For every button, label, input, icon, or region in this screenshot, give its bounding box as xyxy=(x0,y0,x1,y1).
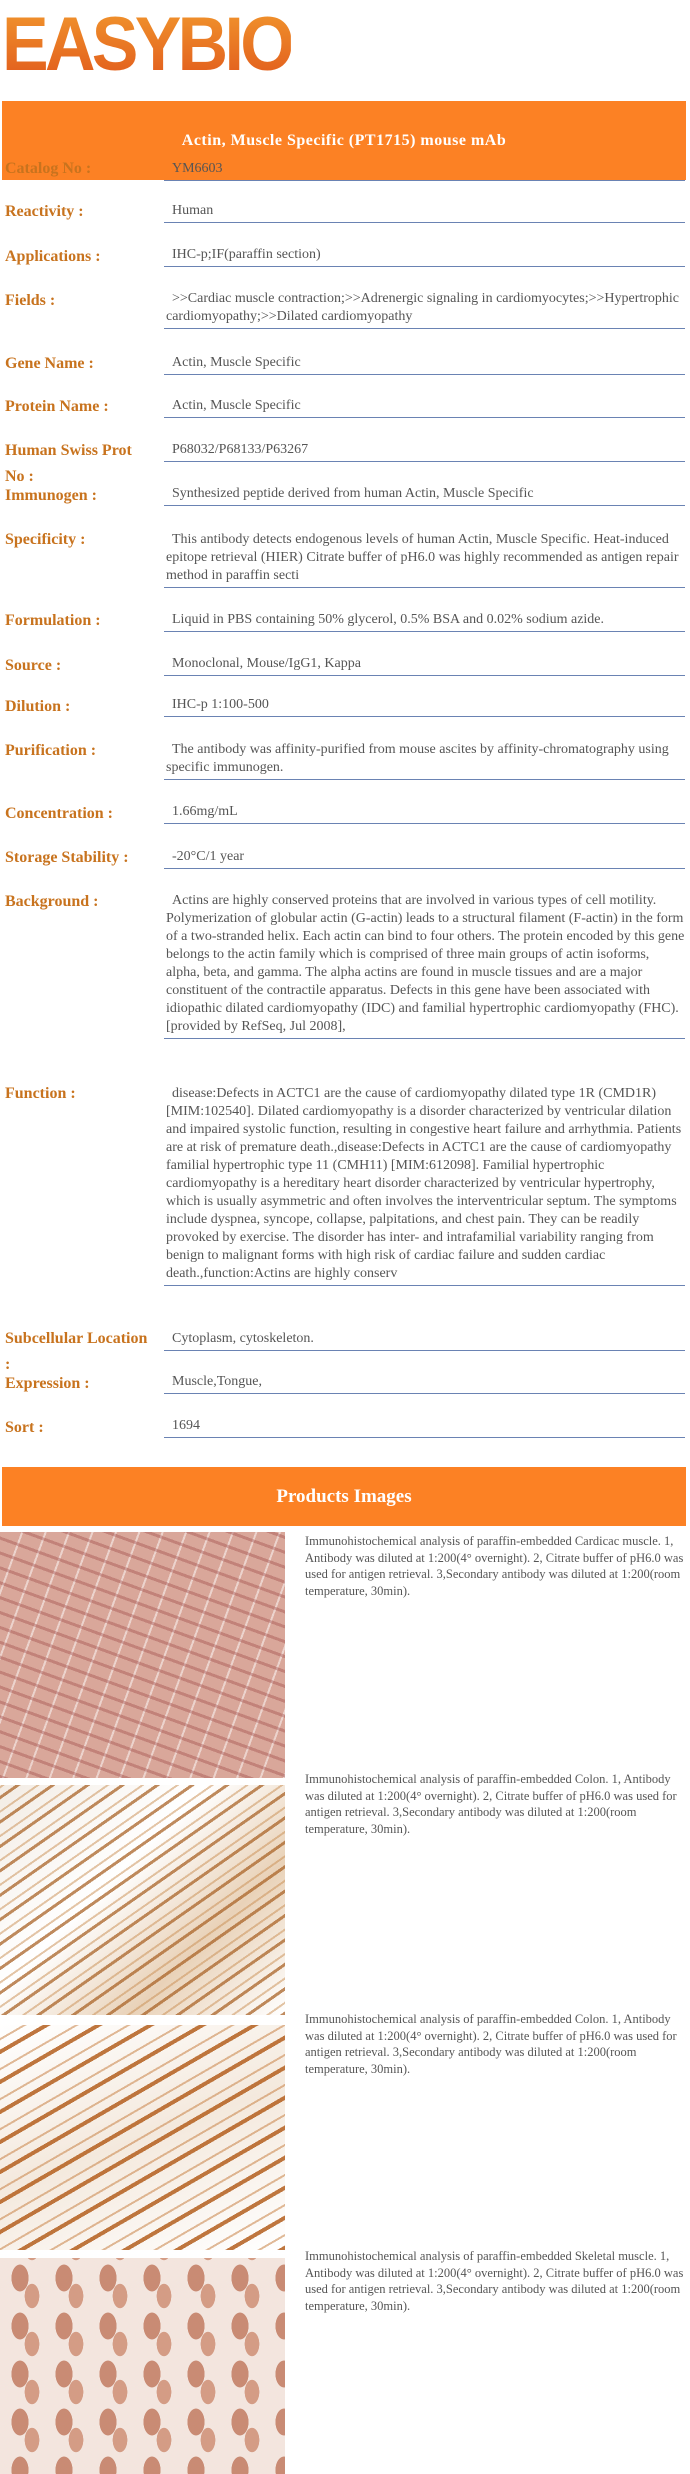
field-label: Immunogen : xyxy=(5,487,98,504)
field-value xyxy=(164,441,685,462)
product-image-3 xyxy=(0,2025,285,2250)
field-value xyxy=(164,397,685,418)
field-label: Formulation : xyxy=(5,612,101,629)
field-label: Function : xyxy=(5,1085,76,1102)
field-value-text: This antibody detects endogenous levels of human Actin, Muscle Specific. Heat-induced epitope retrieval (HIER) Citrate buffer of pH6.0 was highly recommended as antigen repair method in paraffin secti xyxy=(166,532,679,583)
field-value xyxy=(164,741,685,780)
field-value-text: P68032/P68133/P63267 xyxy=(172,442,309,457)
field-value-text: -20°C/1 year xyxy=(172,849,245,864)
field-label: Subcellular Location : xyxy=(5,1330,148,1373)
field-value xyxy=(164,848,685,869)
field-value xyxy=(164,1085,685,1286)
field-value xyxy=(164,246,685,267)
product-image-1 xyxy=(0,1532,285,1778)
field-value-text: disease:Defects in ACTC1 are the cause of cardiomyopathy dilated type 1R (CMD1R) [MIM:102540]. Dilated cardiomyopathy is a disorder characterized by ventricular dilation and impaired systolic function, resulting in congestive heart failure and arrhythmia. Patients are at risk of premature death.,disease:Defects in ACTC1 are the cause of cardiomyopathy familial hypertrophic type 11 (CMH11) [MIM:612098]. Familial hypertrophic cardiomyopathy is a hereditary heart disorder characterized by ventricular hypertrophy, which is usually asymmetric and often involves the interventricular septum. The symptoms include dyspnea, syncope, collapse, palpitations, and chest pain. They can be readily provoked by exercise. The disorder has inter- and intrafamilial variability ranging from benign to malignant forms with high risk of cardiac failure and sudden cardiac death.,function:Actins are highly conserv xyxy=(166,1086,682,1281)
field-label: Purification : xyxy=(5,742,97,759)
field-value xyxy=(164,655,685,676)
field-value-text: 1.66mg/mL xyxy=(172,804,238,819)
field-value xyxy=(164,531,685,588)
image-caption-3: Immunohistochemical analysis of paraffin-embedded Colon. 1, Antibody was diluted at 1:200(4° overnight). 2, Citrate buffer of pH6.0 was used for antigen retrieval. 3,Secondary antibody was diluted at 1:200(room temperature, 30min). xyxy=(305,2012,677,2076)
field-label: Reactivity : xyxy=(5,203,84,220)
image-caption-2: Immunohistochemical analysis of paraffin-embedded Colon. 1, Antibody was diluted at 1:200(4° overnight). 2, Citrate buffer of pH6.0 was used for antigen retrieval. 3,Secondary antibody was diluted at 1:200(room temperature, 30min). xyxy=(305,1772,677,1836)
image-caption-1: Immunohistochemical analysis of paraffin-embedded Cardicac muscle. 1, Antibody was diluted at 1:200(4° overnight). 2, Citrate buffer of pH6.0 was used for antigen retrieval. 3,Secondary antibody was diluted at 1:200(room temperature, 30min). xyxy=(305,1534,684,1598)
field-label: Sort : xyxy=(5,1419,44,1436)
field-label: Specificity : xyxy=(5,531,86,548)
field-label: Background : xyxy=(5,893,99,910)
field-label: Protein Name : xyxy=(5,398,109,415)
field-value-text: 1694 xyxy=(172,1418,200,1433)
field-value-text: Actin, Muscle Specific xyxy=(172,398,301,413)
field-label: Gene Name : xyxy=(5,355,94,372)
field-label: Concentration : xyxy=(5,805,113,822)
field-label: Expression : xyxy=(5,1375,90,1392)
field-value-text: Synthesized peptide derived from human Actin, Muscle Specific xyxy=(172,486,534,501)
field-value-text: Cytoplasm, cytoskeleton. xyxy=(172,1331,314,1346)
field-value-text: Actin, Muscle Specific xyxy=(172,355,301,370)
field-value xyxy=(164,1330,685,1351)
field-label: Catalog No : xyxy=(5,160,92,177)
field-value-text: >>Cardiac muscle contraction;>>Adrenergic signaling in cardiomyocytes;>>Hypertrophic cardiomyopathy;>>Dilated cardiomyopathy xyxy=(166,291,680,324)
field-value-text: YM6603 xyxy=(172,161,223,176)
field-label: Fields : xyxy=(5,292,56,309)
field-value-text: Actins are highly conserved proteins that are involved in various types of cell motility. Polymerization of globular actin (G-actin) leads to a structural filament (F-actin) in the form of a two-stranded helix. Each actin can bind to four others. The protein encoded by this gene belongs to the actin family which is comprised of three main groups of actin isoforms, alpha, beta, and gamma. The alpha actins are found in muscle tissues and are a major constituent of the contractile apparatus. Defects in this gene have been associated with idiopathic dilated cardiomyopathy (IDC) and familial hypertrophic cardiomyopathy (FHC). [provided by RefSeq, Jul 2008], xyxy=(166,893,685,1034)
field-value-text: Muscle,Tongue, xyxy=(172,1374,263,1389)
field-value xyxy=(164,803,685,824)
field-value xyxy=(164,1417,685,1438)
field-value xyxy=(164,354,685,375)
field-label: Applications : xyxy=(5,248,101,265)
field-label: Storage Stability : xyxy=(5,849,129,866)
product-image-2 xyxy=(0,1785,285,2015)
image-caption-4: Immunohistochemical analysis of paraffin-embedded Skeletal muscle. 1, Antibody was diluted at 1:200(4° overnight). 2, Citrate buffer of pH6.0 was used for antigen retrieval. 3,Secondary antibody was diluted at 1:200(room temperature, 30min). xyxy=(305,2249,684,2313)
field-value xyxy=(164,892,685,1039)
field-value xyxy=(164,202,685,223)
field-label: Dilution : xyxy=(5,698,71,715)
product-image-4 xyxy=(0,2258,285,2474)
field-value xyxy=(164,611,685,632)
field-value xyxy=(164,290,685,329)
field-value-text: Human xyxy=(172,203,214,218)
field-value xyxy=(164,485,685,506)
field-value xyxy=(164,696,685,717)
field-value-text: IHC-p 1:100-500 xyxy=(172,697,269,712)
field-value xyxy=(164,160,685,181)
field-value-text: The antibody was affinity-purified from mouse ascites by affinity-chromatography using specific immunogen. xyxy=(166,742,669,775)
products-images-header: Products Images xyxy=(2,1467,686,1526)
easybio-logo: EASYBIO xyxy=(2,1,291,87)
field-label: Source : xyxy=(5,657,62,674)
field-value xyxy=(164,1373,685,1394)
field-value-text: Monoclonal, Mouse/IgG1, Kappa xyxy=(172,656,361,671)
field-value-text: IHC-p;IF(paraffin section) xyxy=(172,247,321,262)
field-value-text: Liquid in PBS containing 50% glycerol, 0.5% BSA and 0.02% sodium azide. xyxy=(172,612,605,627)
field-label: Human Swiss Prot No : xyxy=(5,442,132,485)
product-title: Actin, Muscle Specific (PT1715) mouse mAb xyxy=(2,101,686,180)
